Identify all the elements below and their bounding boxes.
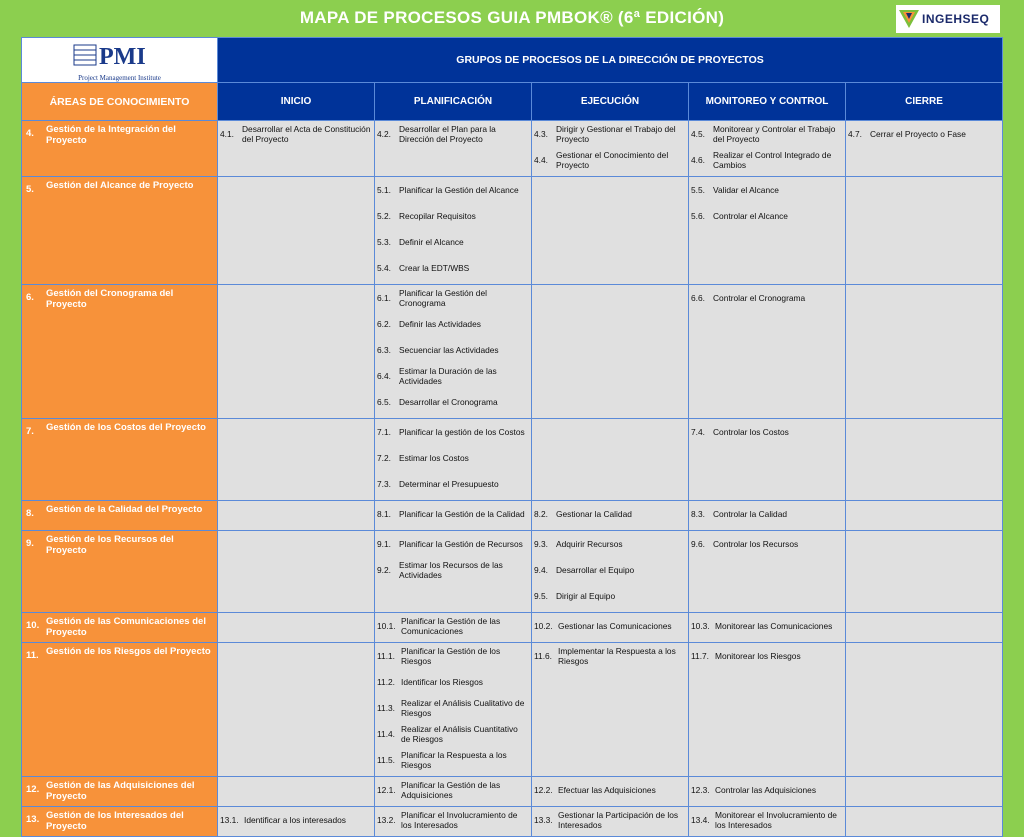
process-item: [691, 288, 843, 308]
process-name: Gestionar la Calidad: [556, 509, 632, 519]
process-name: Controlar los Recursos: [713, 539, 799, 549]
process-name: Efectuar las Adquisiciones: [558, 785, 656, 795]
knowledge-area-name: Gestión de las Adquisiciones del Proyecto: [46, 780, 195, 802]
process-item: [377, 504, 529, 524]
process-number: 10.2.: [534, 621, 553, 631]
process-item: [534, 586, 686, 606]
process-number: 9.2.: [377, 565, 391, 575]
process-item: [377, 616, 529, 636]
process-number: 13.2.: [377, 815, 396, 825]
process-item: [691, 150, 843, 170]
process-item: [377, 180, 529, 200]
process-name: Adquirir Recursos: [556, 539, 623, 549]
process-cell-ejecucion: [532, 777, 689, 807]
process-number: 4.4.: [534, 155, 548, 165]
process-name: Monitorear los Riesgos: [715, 651, 801, 661]
process-cell-cierre: [846, 121, 1003, 177]
process-cell-cierre: [846, 177, 1003, 285]
process-cell-cierre: [846, 777, 1003, 807]
process-number: 5.2.: [377, 211, 391, 221]
process-number: 12.1.: [377, 785, 396, 795]
knowledge-area-row: [22, 419, 1003, 501]
process-item: [691, 534, 843, 554]
process-number: 7.2.: [377, 453, 391, 463]
process-name: Planificar la Respuesta a los Riesgos: [401, 750, 507, 770]
process-number: 8.2.: [534, 509, 548, 519]
process-number: 5.3.: [377, 237, 391, 247]
pmi-logo-text: PMI: [98, 44, 146, 68]
process-item: [691, 124, 843, 144]
process-name: Planificar la Gestión de la Calidad: [399, 509, 525, 519]
process-cell-planificacion: [375, 285, 532, 419]
knowledge-area-name: Gestión de la Calidad del Proyecto: [46, 504, 203, 515]
process-item: [377, 646, 529, 666]
process-cell-inicio: [218, 807, 375, 837]
process-item: [377, 724, 529, 744]
process-name: Identificar los Riesgos: [401, 677, 483, 687]
process-name: Realizar el Análisis Cualitativo de Riesgos: [401, 698, 525, 718]
process-cell-monitoreo: [689, 531, 846, 613]
process-name: Realizar el Control Integrado de Cambios: [713, 150, 832, 170]
process-cell-inicio: [218, 121, 375, 177]
process-name: Planificar la Gestión de los Riesgos: [401, 646, 501, 666]
process-name: Controlar las Adquisiciones: [715, 785, 817, 795]
process-cell-cierre: [846, 613, 1003, 643]
knowledge-area-cell: [22, 531, 218, 613]
process-cell-inicio: [218, 177, 375, 285]
groups-title: GRUPOS DE PROCESOS DE LA DIRECCIÓN DE PROYECTOS: [218, 38, 1003, 83]
knowledge-area-cell: [22, 177, 218, 285]
process-item: [377, 698, 529, 718]
process-item: [220, 810, 372, 830]
knowledge-area-name: Gestión de la Integración del Proyecto: [46, 124, 176, 146]
process-item: [377, 672, 529, 692]
process-name: Secuenciar las Actividades: [399, 345, 499, 355]
process-name: Dirigir al Equipo: [556, 591, 616, 601]
process-number: 7.3.: [377, 479, 391, 489]
knowledge-area-number: 4.: [26, 128, 34, 139]
knowledge-area-row: [22, 807, 1003, 837]
knowledge-area-cell: [22, 501, 218, 531]
process-cell-inicio: [218, 531, 375, 613]
knowledge-area-row: [22, 177, 1003, 285]
process-item: [377, 392, 529, 412]
knowledge-area-row: [22, 643, 1003, 777]
process-item: [377, 560, 529, 580]
process-name: Planificar la gestión de los Costos: [399, 427, 525, 437]
process-item: [220, 124, 372, 144]
process-cell-ejecucion: [532, 121, 689, 177]
process-cell-planificacion: [375, 777, 532, 807]
process-cell-planificacion: [375, 419, 532, 501]
knowledge-area-name: Gestión de los Riesgos del Proyecto: [46, 646, 211, 657]
process-number: 5.5.: [691, 185, 705, 195]
process-cell-inicio: [218, 613, 375, 643]
knowledge-area-number: 11.: [26, 650, 39, 661]
process-cell-cierre: [846, 419, 1003, 501]
process-number: 9.1.: [377, 539, 391, 549]
process-cell-planificacion: [375, 643, 532, 777]
process-item: [377, 340, 529, 360]
knowledge-area-row: [22, 285, 1003, 419]
process-cell-ejecucion: [532, 643, 689, 777]
process-item: [534, 646, 686, 666]
process-number: 4.5.: [691, 129, 705, 139]
process-item: [691, 180, 843, 200]
process-item: [691, 780, 843, 800]
process-name: Monitorear el Involucramiento de los Interesados: [715, 810, 837, 830]
process-number: 13.3.: [534, 815, 553, 825]
process-item: [691, 422, 843, 442]
process-number: 5.1.: [377, 185, 391, 195]
process-cell-inicio: [218, 643, 375, 777]
process-item: [534, 810, 686, 830]
process-cell-monitoreo: [689, 807, 846, 837]
process-number: 10.1.: [377, 621, 396, 631]
process-item: [377, 314, 529, 334]
header-row-columns: [22, 83, 1003, 121]
knowledge-area-number: 5.: [26, 184, 34, 195]
process-item: [534, 780, 686, 800]
process-cell-ejecucion: [532, 807, 689, 837]
process-item: [377, 206, 529, 226]
process-name: Desarrollar el Plan para la Dirección del Proyecto: [399, 124, 496, 144]
process-cell-inicio: [218, 419, 375, 501]
knowledge-area-cell: [22, 121, 218, 177]
process-number: 5.4.: [377, 263, 391, 273]
process-number: 11.7.: [691, 651, 710, 661]
process-name: Planificar la Gestión de las Adquisiciones: [401, 780, 501, 800]
process-cell-planificacion: [375, 501, 532, 531]
process-number: 10.3.: [691, 621, 710, 631]
process-name: Planificar la Gestión del Alcance: [399, 185, 519, 195]
process-item: [377, 810, 529, 830]
header-row-groups: [22, 38, 1003, 83]
process-number: 11.2.: [377, 677, 396, 687]
areas-title: ÁREAS DE CONOCIMIENTO: [22, 83, 218, 121]
process-number: 4.3.: [534, 129, 548, 139]
process-name: Implementar la Respuesta a los Riesgos: [558, 646, 676, 666]
process-name: Gestionar la Participación de los Interesados: [558, 810, 679, 830]
process-name: Definir el Alcance: [399, 237, 464, 247]
process-number: 11.1.: [377, 651, 396, 661]
knowledge-area-number: 13.: [26, 814, 40, 825]
process-name: Estimar los Costos: [399, 453, 469, 463]
process-item: [377, 124, 529, 144]
knowledge-area-row: [22, 613, 1003, 643]
process-number: 9.6.: [691, 539, 705, 549]
process-item: [377, 448, 529, 468]
process-cell-inicio: [218, 501, 375, 531]
process-map-table: [21, 37, 1003, 837]
process-item: [377, 750, 529, 770]
process-item: [691, 616, 843, 636]
process-number: 7.4.: [691, 427, 705, 437]
process-item: [377, 422, 529, 442]
process-cell-cierre: [846, 643, 1003, 777]
knowledge-area-number: 10.: [26, 620, 40, 631]
process-cell-cierre: [846, 807, 1003, 837]
knowledge-area-number: 9.: [26, 538, 34, 549]
process-item: [377, 780, 529, 800]
process-number: 6.1.: [377, 293, 391, 303]
process-name: Crear la EDT/WBS: [399, 263, 470, 273]
process-number: 4.1.: [220, 129, 234, 139]
knowledge-area-cell: [22, 643, 218, 777]
brand-name: INGEHSEQ: [922, 12, 990, 26]
process-cell-cierre: [846, 285, 1003, 419]
knowledge-area-cell: [22, 807, 218, 837]
process-name: Gestionar las Comunicaciones: [558, 621, 672, 631]
knowledge-area-name: Gestión de las Comunicaciones del Proyecto: [46, 616, 206, 638]
process-item: [377, 474, 529, 494]
process-item: [534, 560, 686, 580]
process-number: 7.1.: [377, 427, 391, 437]
process-number: 6.2.: [377, 319, 391, 329]
process-item: [691, 810, 843, 830]
process-cell-monitoreo: [689, 419, 846, 501]
process-number: 6.3.: [377, 345, 391, 355]
process-cell-monitoreo: [689, 177, 846, 285]
process-number: 12.3.: [691, 785, 710, 795]
process-name: Gestionar el Conocimiento del Proyecto: [556, 150, 669, 170]
knowledge-area-number: 12.: [26, 784, 40, 795]
process-name: Desarrollar el Acta de Constitución del Proyecto: [242, 124, 371, 144]
process-name: Validar el Alcance: [713, 185, 779, 195]
process-item: [377, 288, 529, 308]
process-name: Definir las Actividades: [399, 319, 481, 329]
process-number: 6.6.: [691, 293, 705, 303]
process-number: 6.4.: [377, 371, 391, 381]
knowledge-area-number: 8.: [26, 508, 34, 519]
process-name: Monitorear y Controlar el Trabajo del Proyecto: [713, 124, 836, 144]
process-item: [534, 534, 686, 554]
knowledge-area-row: [22, 121, 1003, 177]
pmi-subtitle: Project Management Institute: [78, 74, 161, 82]
process-number: 8.3.: [691, 509, 705, 519]
knowledge-area-name: Gestión de los Recursos del Proyecto: [46, 534, 174, 556]
process-name: Determinar el Presupuesto: [399, 479, 499, 489]
process-cell-ejecucion: [532, 177, 689, 285]
process-name: Estimar la Duración de las Actividades: [399, 366, 497, 386]
process-item: [377, 258, 529, 278]
column-header-inicio: INICIO: [218, 83, 375, 121]
process-cell-ejecucion: [532, 419, 689, 501]
process-name: Controlar los Costos: [713, 427, 789, 437]
process-cell-ejecucion: [532, 285, 689, 419]
process-item: [691, 206, 843, 226]
process-cell-planificacion: [375, 613, 532, 643]
knowledge-area-cell: [22, 285, 218, 419]
column-header-cierre: CIERRE: [846, 83, 1003, 121]
process-number: 11.4.: [377, 729, 396, 739]
process-cell-ejecucion: [532, 613, 689, 643]
process-cell-planificacion: [375, 177, 532, 285]
knowledge-area-cell: [22, 613, 218, 643]
process-cell-monitoreo: [689, 121, 846, 177]
process-item: [534, 124, 686, 144]
process-number: 11.5.: [377, 755, 396, 765]
knowledge-area-number: 7.: [26, 426, 34, 437]
process-name: Controlar el Cronograma: [713, 293, 806, 303]
column-header-planificacion: PLANIFICACIÓN: [375, 83, 532, 121]
knowledge-area-name: Gestión del Cronograma del Proyecto: [46, 288, 174, 310]
process-item: [377, 534, 529, 554]
knowledge-area-name: Gestión del Alcance de Proyecto: [46, 180, 194, 191]
process-name: Planificar la Gestión de las Comunicaciones: [401, 616, 501, 636]
process-number: 5.6.: [691, 211, 705, 221]
process-cell-inicio: [218, 285, 375, 419]
process-cell-ejecucion: [532, 531, 689, 613]
process-map-sheet: [21, 37, 1002, 832]
process-cell-cierre: [846, 531, 1003, 613]
process-name: Monitorear las Comunicaciones: [715, 621, 833, 631]
process-number: 4.7.: [848, 129, 862, 139]
process-item: [534, 150, 686, 170]
process-item: [377, 232, 529, 252]
column-header-ejecucion: EJECUCIÓN: [532, 83, 689, 121]
process-item: [691, 646, 843, 666]
process-number: 11.3.: [377, 703, 396, 713]
process-cell-monitoreo: [689, 643, 846, 777]
process-name: Realizar el Análisis Cuantitativo de Riesgos: [401, 724, 518, 744]
process-item: [534, 504, 686, 524]
process-cell-ejecucion: [532, 501, 689, 531]
knowledge-area-cell: [22, 777, 218, 807]
process-name: Controlar el Alcance: [713, 211, 788, 221]
process-number: 9.4.: [534, 565, 548, 575]
process-number: 6.5.: [377, 397, 391, 407]
process-item: [848, 124, 1000, 144]
process-number: 13.1.: [220, 815, 239, 825]
process-number: 9.3.: [534, 539, 548, 549]
knowledge-area-name: Gestión de los Costos del Proyecto: [46, 422, 206, 433]
process-cell-planificacion: [375, 531, 532, 613]
process-cell-monitoreo: [689, 501, 846, 531]
process-item: [691, 504, 843, 524]
process-name: Planificar el Involucramiento de los Interesados: [401, 810, 518, 830]
process-name: Cerrar el Proyecto o Fase: [870, 129, 966, 139]
process-cell-monitoreo: [689, 613, 846, 643]
process-number: 4.2.: [377, 129, 391, 139]
process-cell-monitoreo: [689, 777, 846, 807]
knowledge-area-number: 6.: [26, 292, 34, 303]
process-cell-planificacion: [375, 807, 532, 837]
column-header-monitoreo: MONITOREO Y CONTROL: [689, 83, 846, 121]
process-number: 13.4.: [691, 815, 710, 825]
knowledge-area-row: [22, 501, 1003, 531]
process-cell-monitoreo: [689, 285, 846, 419]
ingehseq-mark-icon: [898, 8, 920, 30]
process-item: [534, 616, 686, 636]
process-number: 4.6.: [691, 155, 705, 165]
process-cell-inicio: [218, 777, 375, 807]
ingehseq-logo: [896, 5, 1000, 33]
process-number: 11.6.: [534, 651, 553, 661]
process-cell-planificacion: [375, 121, 532, 177]
pmi-logo-icon: [72, 42, 168, 68]
pmi-logo: [22, 38, 218, 83]
process-number: 8.1.: [377, 509, 391, 519]
process-name: Dirigir y Gestionar el Trabajo del Proyecto: [556, 124, 676, 144]
process-name: Identificar a los interesados: [244, 815, 346, 825]
page-title: MAPA DE PROCESOS GUIA PMBOK® (6ª EDICIÓN): [299, 8, 725, 27]
process-name: Controlar la Calidad: [713, 509, 788, 519]
process-name: Recopilar Requisitos: [399, 211, 476, 221]
process-name: Desarrollar el Equipo: [556, 565, 635, 575]
process-name: Desarrollar el Cronograma: [399, 397, 498, 407]
knowledge-area-cell: [22, 419, 218, 501]
process-item: [377, 366, 529, 386]
knowledge-area-row: [22, 531, 1003, 613]
process-name: Estimar los Recursos de las Actividades: [399, 560, 503, 580]
knowledge-area-name: Gestión de los Interesados del Proyecto: [46, 810, 184, 832]
process-number: 12.2.: [534, 785, 553, 795]
process-cell-cierre: [846, 501, 1003, 531]
process-number: 9.5.: [534, 591, 548, 601]
process-name: Planificar la Gestión del Cronograma: [399, 288, 487, 308]
knowledge-area-row: [22, 777, 1003, 807]
process-name: Planificar la Gestión de Recursos: [399, 539, 523, 549]
